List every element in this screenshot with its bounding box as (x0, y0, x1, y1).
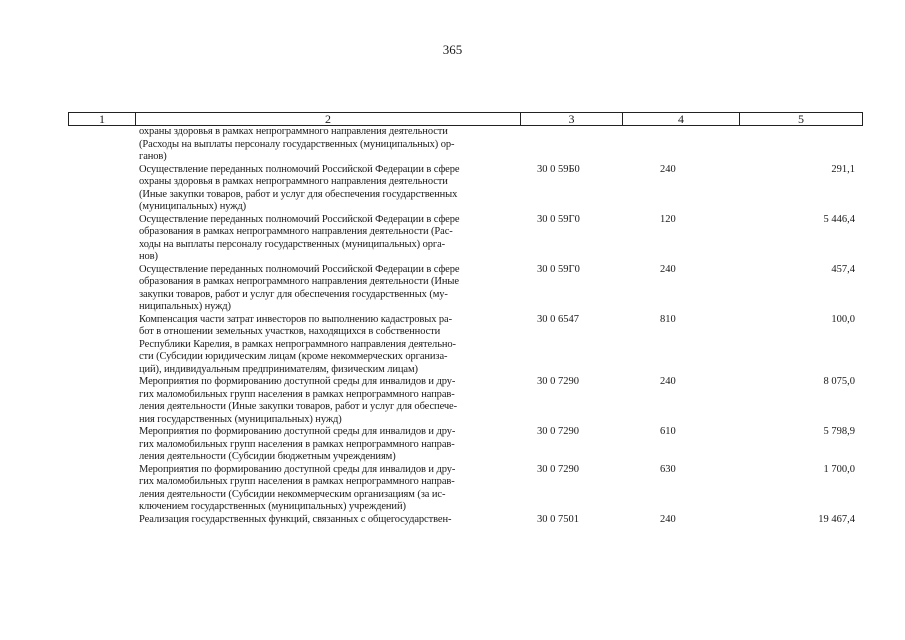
description-line: нов) (139, 251, 158, 262)
row-description (139, 264, 507, 314)
table-row (0, 376, 905, 426)
table-row (0, 164, 905, 214)
row-amount: 5 446,4 (823, 213, 855, 225)
description-line: Осуществление переданных полномочий Российской Федерации в сфере (139, 263, 460, 275)
description-line: Мероприятия по формированию доступной среды для инвалидов и дру- (139, 376, 456, 387)
row-amount: 19 467,4 (818, 513, 855, 525)
description-line: сти (Субсидии юридическим лицам (кроме некоммерческих организа- (139, 351, 448, 362)
row-description (139, 214, 507, 264)
description-line: образования в рамках непрограммного направления деятельности (Иные (139, 276, 459, 287)
row-code: 30 0 6547 (537, 313, 579, 325)
description-line: ходы на выплаты персоналу государственных (муниципальных) орга- (139, 238, 446, 250)
header-col-1: 1 (69, 113, 136, 125)
row-amount: 1 700,0 (823, 463, 855, 475)
header-col-2: 2 (136, 113, 521, 125)
description-line: (муниципальных) нужд) (139, 201, 247, 212)
description-line: бот в отношении земельных участков, находящихся в собственности (139, 326, 441, 337)
row-amount: 291,1 (831, 163, 855, 175)
description-line: гих маломобильных групп населения в рамках непрограммного направ- (139, 476, 455, 487)
description-line: Осуществление переданных полномочий Российской Федерации в сфере (139, 213, 460, 225)
table-row (0, 126, 905, 164)
row-expense-type: 610 (660, 426, 676, 437)
table-row (0, 464, 905, 514)
row-description (139, 164, 507, 214)
description-line: (Иные закупки товаров, работ и услуг для обеспечения государственных (139, 188, 458, 200)
row-code: 30 0 7290 (537, 376, 579, 387)
row-amount: 5 798,9 (823, 426, 855, 437)
description-line: ганов) (139, 151, 167, 162)
row-amount: 100,0 (831, 313, 855, 325)
row-description (139, 464, 507, 514)
row-expense-type: 240 (660, 376, 676, 387)
row-expense-type: 630 (660, 463, 676, 475)
description-line: ключением государственных (муниципальных) учреждений) (139, 501, 406, 512)
description-line: Мероприятия по формированию доступной среды для инвалидов и дру- (139, 463, 456, 475)
row-code: 30 0 7290 (537, 426, 579, 437)
description-line: Реализация государственных функций, связанных с общегосударствен- (139, 513, 452, 525)
header-col-4: 4 (623, 113, 740, 125)
table-body (0, 126, 905, 526)
header-col-5: 5 (798, 112, 804, 126)
description-line: охраны здоровья в рамках непрограммного направления деятельности (139, 176, 448, 187)
row-code: 30 0 59Г0 (537, 263, 580, 275)
row-expense-type: 240 (660, 163, 676, 175)
header-col-3: 3 (521, 113, 623, 125)
row-amount: 457,4 (831, 263, 855, 275)
row-description (139, 426, 507, 464)
description-line: ций), индивидуальным предпринимателям, физическим лицам) (139, 363, 418, 375)
row-description (139, 126, 507, 164)
table-row (0, 514, 905, 527)
description-line: ления деятельности (Иные закупки товаров, работ и услуг для обеспече- (139, 401, 458, 412)
row-code: 30 0 59Г0 (537, 213, 580, 225)
table-row (0, 214, 905, 264)
description-line: охраны здоровья в рамках непрограммного направления деятельности (139, 126, 448, 137)
description-line: (Расходы на выплаты персоналу государственных (муниципальных) ор- (139, 138, 455, 150)
description-line: Мероприятия по формированию доступной среды для инвалидов и дру- (139, 426, 456, 437)
description-line: образования в рамках непрограммного направления деятельности (Рас- (139, 226, 453, 237)
table-row (0, 426, 905, 464)
description-line: гих маломобильных групп населения в рамках непрограммного направ- (139, 388, 455, 400)
row-expense-type: 240 (660, 513, 676, 525)
description-line: гих маломобильных групп населения в рамках непрограммного направ- (139, 438, 455, 450)
row-description (139, 376, 507, 426)
row-expense-type: 810 (660, 313, 676, 325)
description-line: ния государственных (муниципальных) нужд) (139, 413, 342, 425)
description-line: ления деятельности (Субсидии бюджетным учреждениям) (139, 451, 396, 462)
description-line: ления деятельности (Субсидии некоммерческим организациям (за ис- (139, 488, 446, 500)
page-number: 365 (442, 42, 463, 57)
row-amount: 8 075,0 (823, 376, 855, 387)
table-header (68, 112, 863, 126)
row-description (139, 514, 507, 527)
description-line: Республики Карелия, в рамках непрограммного направления деятельно- (139, 338, 456, 350)
table-row (0, 314, 905, 377)
row-expense-type: 120 (660, 213, 676, 225)
description-line: ниципальных) нужд) (139, 301, 231, 312)
row-code: 30 0 7290 (537, 463, 579, 475)
table-row (0, 264, 905, 314)
row-code: 30 0 59Б0 (537, 163, 580, 175)
row-expense-type: 240 (660, 263, 676, 275)
row-description (139, 314, 507, 377)
description-line: Компенсация части затрат инвесторов по выполнению кадастровых ра- (139, 313, 452, 325)
row-code: 30 0 7501 (537, 513, 579, 525)
description-line: Осуществление переданных полномочий Российской Федерации в сфере (139, 163, 460, 175)
description-line: закупки товаров, работ и услуг для обеспечения государственных (му- (139, 288, 448, 300)
